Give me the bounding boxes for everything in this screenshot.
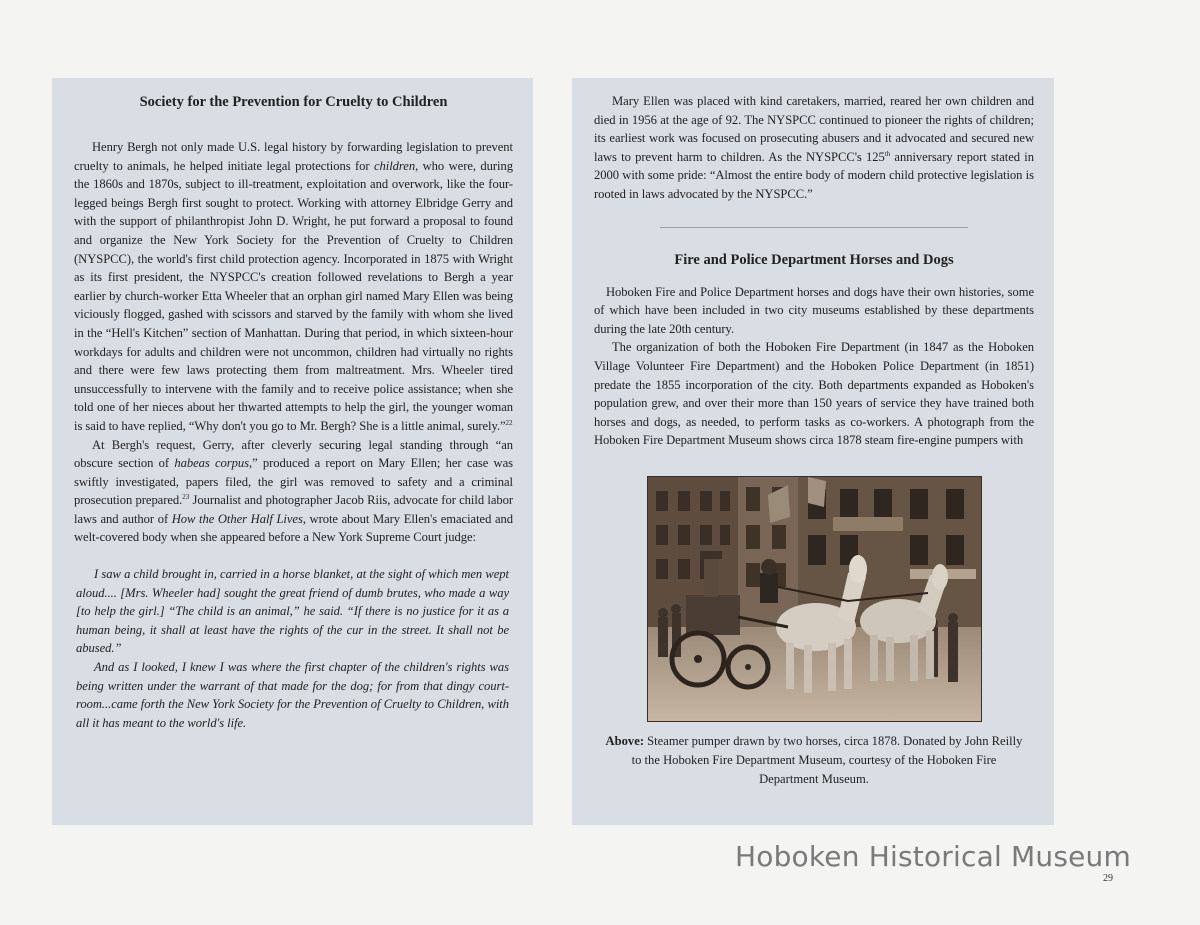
riis-quote [74, 565, 513, 732]
section-heading-horses-dogs: Fire and Police Department Horses and Dogs [674, 251, 954, 268]
section-divider [660, 227, 968, 228]
paragraph-department-organization: The organization of both the Hoboken Fire Department (in 1847 as the Hoboken Village Volunteer Fire Department) and the Hoboken Police Department (in 1851) predate the 1855 incorporation of the city. Both departments expanded as Hoboken's population grew, and over their more than 150 years of service they have trained both horses and dogs, as needed, to perform tasks as co-workers. A photograph from the Hoboken Fire Department Museum shows circa 1878 steam fire-engine pumpers with [594, 340, 1034, 448]
right-column-panel [572, 78, 1054, 825]
left-column-panel [52, 78, 533, 825]
section-heading-nyspcc: Society for the Prevention for Cruelty to Children [139, 94, 448, 110]
steamer-pumper-photo [647, 476, 982, 722]
steamer-pumper-illustration [648, 477, 981, 721]
paragraph-mary-ellen-outcome: Mary Ellen was placed with kind caretakers, married, reared her own children and died in 1956 at the age of 92. The NYSPCC continued to pioneer the rights of children; its earliest work was focused on prosecuting abusers and it advocated and secured new laws to prevent harm to children. As the NYSPCC's 125th anniversary report stated in 2000 with some pride: “Almost the entire body of modern child protective legislation is rooted in laws advocated by the NYSPCC.” [594, 94, 1034, 201]
paragraph-bergh-intro: Henry Bergh not only made U.S. legal history by forwarding legislation to prevent cruelty to animals, he helped initiate legal protections for children, who were, during the 1860s and 1870s, subject to ill-treatment, exploitation and overwork, like the four-legged beings Bergh first sought to protect. Working with attorney Elbridge Gerry and with the support of philanthropist John D. Wright, he put forward a proposal to found and organize the New York Society for the Prevention of Cruelty to Children (NYSPCC), the world's first child protection agency. Incorporated in 1875 with Wright as its first president, the NYSPCC's creation followed revelations to Bergh a year earlier by church-worker Etta Wheeler that an orphan girl named Mary Ellen was being viciously flogged, gashed with scissors and starved by the family with whom she lived in the “Hell's Kitchen” section of Manhattan. During that period, in which sixteen-hour workdays for adults and children were not uncommon, children had virtually no rights and there were few laws protecting them from maltreatment. Mrs. Wheeler tired unsuccessfully to intervene with the family and to receive police assistance; when she told one of her nieces about her thwarted attempts to help the girl, the younger woman is said to have replied, “Why don't you go to Mr. Bergh? She is a little animal, surely.”$^{22}$ [74, 140, 513, 433]
museum-watermark: Hoboken Historical Museum [735, 840, 1131, 873]
paragraph-department-histories: Hoboken Fire and Police Department horses and dogs have their own histories, some of which have been included in two city museums established by these departments during the late 20th century. [594, 284, 1034, 336]
quote-paragraph-2: And as I looked, I knew I was where the first chapter of the children's rights was being written under the warrant of that made for the dog; for from that dingy court-room...came forth the New York Society for the Prevention of Cruelty to Children, with all it has meant to the world's life. [76, 660, 509, 730]
page-number: 29 [1103, 873, 1113, 884]
quote-paragraph-1: I saw a child brought in, carried in a horse blanket, at the sight of which men wept aloud.... [Mrs. Wheeler had] sought the great friend of dumb brutes, who made a way [to help the girl.] “The child is an animal,” he said. “If there is no justice for it as a human being, it shall at least have the rights of the cur in the street. It shall not be abused.” [76, 567, 509, 656]
photo-caption: Above: Steamer pumper drawn by two horses, circa 1878. Donated by John Reilly to the Hoboken Fire Department Museum, courtesy of the Hoboken Fire Department Museum. [605, 733, 1023, 786]
paragraph-gerry-report: At Bergh's request, Gerry, after cleverly securing legal standing through “an obscure section of habeas corpus,” produced a report on Mary Ellen; her case was swiftly investigated, papers filed, the girl was removed to safety and a criminal prosecution prepared.$^{23}$ Journalist and photographer Jacob Riis, advocate for child labor laws and author of How the Other Half Lives, wrote about Mary Ellen's emaciated and welt-covered body when she appeared before a New York Supreme Court judge: [74, 437, 513, 545]
